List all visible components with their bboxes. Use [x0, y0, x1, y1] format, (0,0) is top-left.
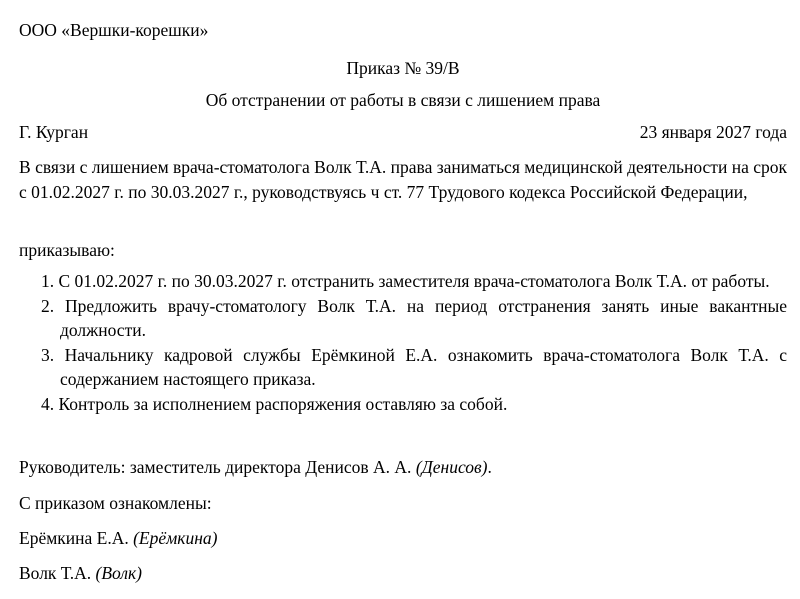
signer-signature: (Волк) — [95, 563, 142, 583]
head-text: Руководитель: заместитель директора Денисов А. А. — [19, 457, 416, 477]
organization-name: ООО «Вершки-корешки» — [19, 20, 209, 40]
order-document — [19, 0, 787, 599]
order-item: 4. Контроль за исполнением распоряжения оставляю за собой. — [41, 393, 508, 414]
signer-name: Волк Т.А. — [19, 563, 96, 583]
head-end: . — [487, 457, 492, 477]
city: Г. Курган — [19, 122, 89, 142]
head-signature: (Денисов) — [415, 457, 488, 477]
signer-line — [19, 527, 787, 549]
order-items-list — [41, 269, 787, 416]
order-title: Приказ № 39/В — [346, 58, 460, 78]
order-date: 23 января 2027 года — [639, 122, 787, 142]
signer-name: Ерёмкина Е.А. — [19, 528, 134, 548]
order-item: 1. С 01.02.2027 г. по 30.03.2027 г. отстранить заместителя врача-стоматолога Волк Т.А. от работы. — [41, 271, 770, 291]
order-subject: Об отстранении от работы в связи с лишением права — [205, 90, 601, 110]
acquainted-label: С приказом ознакомлены: — [19, 493, 212, 513]
order-item: 3. Начальнику кадровой службы Ерёмкиной Е.А. ознакомить врача-стоматолога Волк Т.А. с содержанием настоящего приказа. — [41, 344, 787, 389]
order-item: 2. Предложить врачу-стоматологу Волк Т.А. на период отстранения занять иные вакантные должности. — [41, 295, 787, 340]
head-signature-line — [19, 456, 787, 478]
signer-line — [19, 562, 787, 584]
place-date-row — [19, 121, 787, 143]
order-word: приказываю: — [19, 240, 115, 260]
intro-paragraph: В связи с лишением врача-стоматолога Волк Т.А. права заниматься медицинской деятельности на срок с 01.02.2027 г. по 30.03.2027 г., руководствуясь ч ст. 77 Трудового кодекса Российской Федерации, — [19, 157, 787, 202]
signer-signature: (Ерёмкина) — [133, 528, 218, 548]
